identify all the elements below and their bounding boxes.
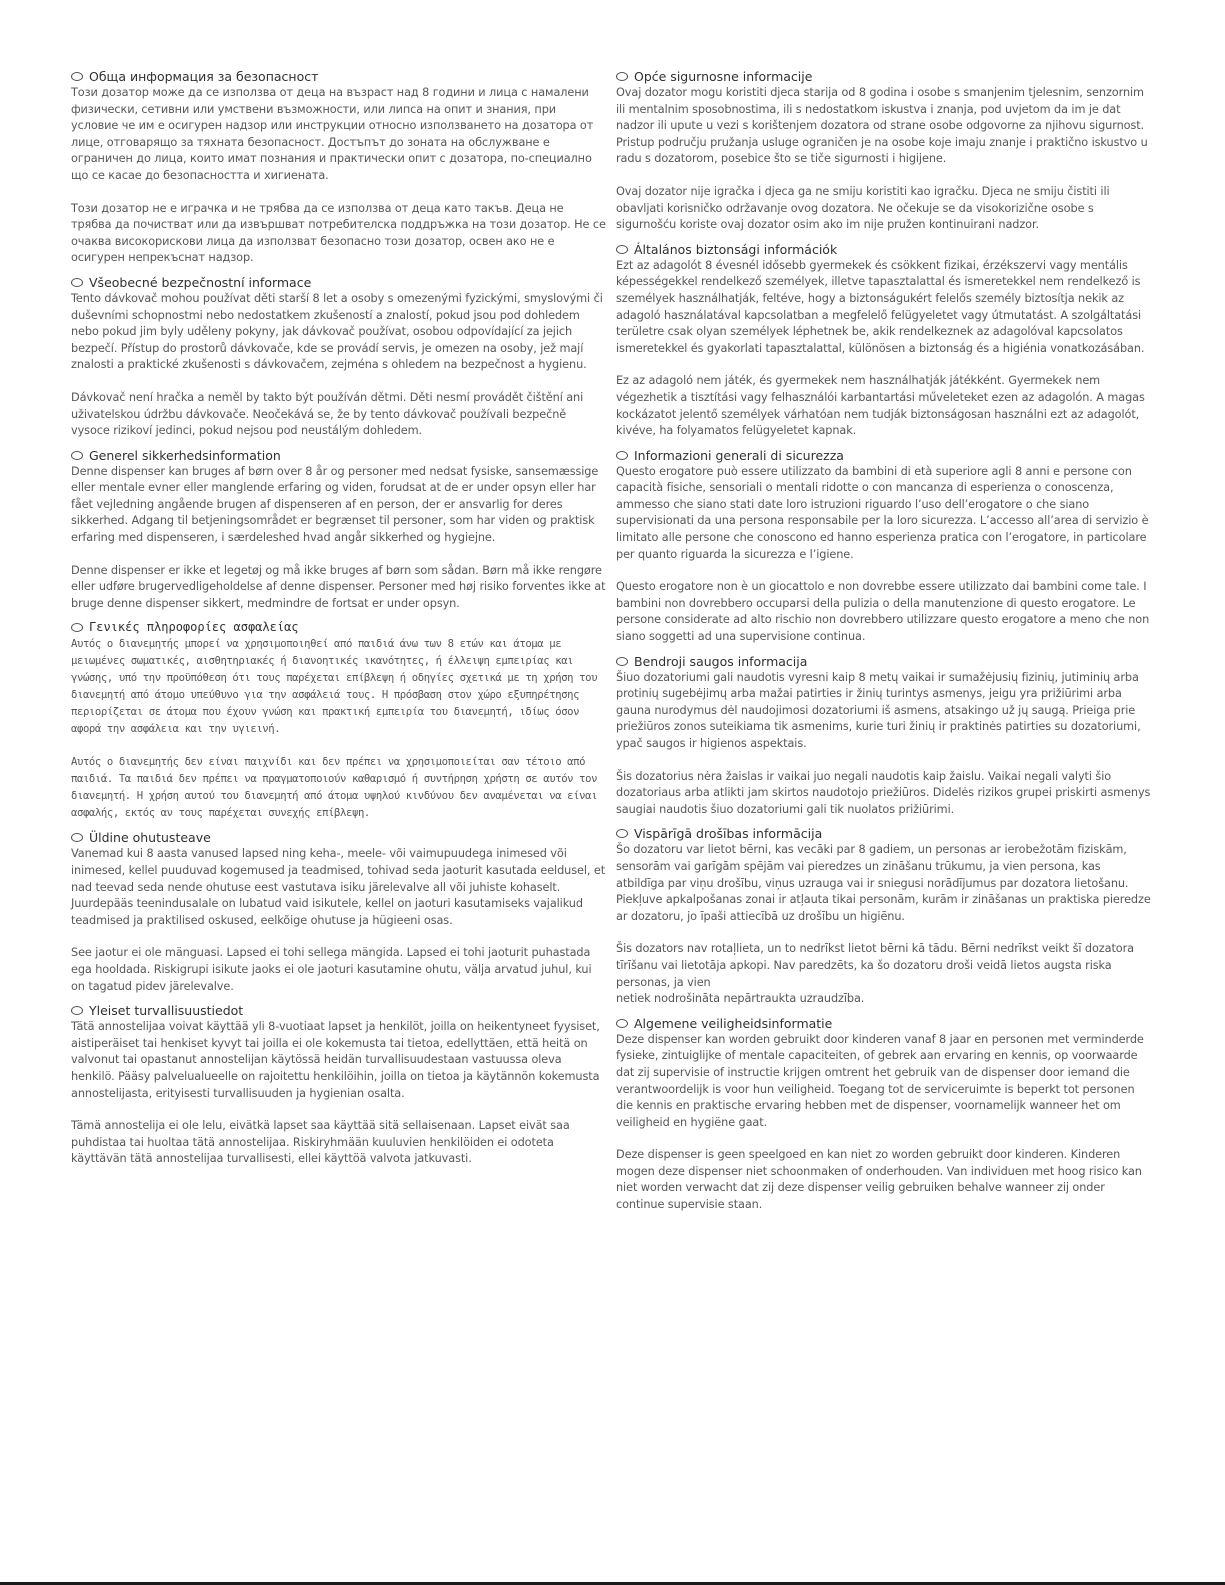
paragraph: Tätä annostelijaa voivat käyttää yli 8-vuotiaat lapset ja henkilöt, joilla on heikentyneet fyysiset, aistiperäiset tai henkiset kyvyt tai joilla ei ole kokemusta tai tietoa, edellyttäen, että heitä on valvonut tai opastanut annostelijan käytössä heidän turvallisuudestaan vastuussa oleva henkilö. Pääsy palvelualueelle on rajoitettu henkilöihin, joilla on tietoa ja käytännön kokemusta annostelijasta, erityisesti turvallisuuden ja hygienian osalta.: [71, 1020, 600, 1100]
paragraph: Denne dispenser kan bruges af børn over 8 år og personer med nedsat fysiske, sansemæssige eller mentale evner eller manglende erfaring og viden, forudsat at de er under opsyn eller har fået vejledning angående brugen af dispenseren af en person, der er ansvarlig for deres sikkerhed. Adgang til betjeningsområdet er begrænset til personer, som har viden og praktisk erfaring med dispenseren, i særdeleshed hvad angår sikkerhed og hygiejne.: [71, 464, 599, 545]
section-bulgarian: [71, 68, 606, 267]
paragraph: Denne dispenser er ikke et legetøj og må ikke bruges af børn som sådan. Børn må ikke rengøre eller udføre brugervedligeholdelse af denne dispenser. Personer med høj risiko forventes ikke at bruge denne dispenser sikkert, medmindre de fortsat er under opsyn.: [71, 563, 606, 610]
circle-bullet-icon: [616, 245, 628, 254]
section-greek: [71, 619, 606, 822]
paragraph: See jaotur ei ole mänguasi. Lapsed ei tohi sellega mängida. Lapsed ei tohi jaoturit puhastada ega hooldada. Riskigrupi isikute jaoks ei ole jaoturi kasutamine ohutu, välja arvatud juhul, kui on tagatud pidev järelevalve.: [71, 946, 592, 993]
heading-text: Bendroji saugos informacija: [634, 653, 808, 669]
heading-text: Yleiset turvallisuustiedot: [89, 1003, 244, 1019]
paragraph: Šis dozatorius nėra žaislas ir vaikai juo negali naudotis kaip žaislu. Vaikai negali valyti šio dozatoriaus arba atlikti jam skirtos naudotojo priežiūros. Didelės rizikos grupei priskirti asmenys saugiai naudotis šiuo dozatoriumi gali tik nuolatos prižiūrimi.: [616, 769, 1151, 816]
circle-bullet-icon: [616, 72, 628, 81]
paragraph: Questo erogatore può essere utilizzato da bambini di età superiore agli 8 anni e persone con capacità fisiche, sensoriali o mentali ridotte o con mancanza di esperienza o conoscenza, ammesso che siano stati date loro istruzioni riguardo l’uso dell’erogatore o che siano supervisionati da una persona responsabile per la loro sicurezza. L’accesso all’area di servizio è limitato alle persone che conoscono ed hanno esperienza pratica con l’erogatore, in particolare per quanto riguarda la sicurezza e l’igiene.: [616, 464, 1149, 561]
paragraph: Ovaj dozator mogu koristiti djeca starija od 8 godina i osobe s smanjenim tjelesnim, senzornim ili mentalnim sposobnostima, ili s nedostatkom iskustva i znanja, pod uvjetom da im je dat nadzor ili upute u vezi s korištenjem dozatora od strane osobe odgovorne za njihovu sigurnost. Pristup području pružanja usluge ograničen je na osobe koje imaju znanje i praktično iskustvo u radu s dozatorom, posebice što se tiče sigurnosti i higijene.: [616, 86, 1148, 166]
heading-text: Opće sigurnosne informacije: [634, 69, 813, 84]
circle-bullet-icon: [616, 657, 628, 666]
circle-bullet-icon: [71, 1006, 83, 1015]
paragraph: Този дозатор не е играчка и не трябва да се използва от деца като такъв. Деца не трябва да почистват или да извършват потребителска поддръжка на този дозатор. Не се очаква високорискови лица да използват безопасно този дозатор, освен ако не е осигурен непрекъснат надзор.: [71, 201, 606, 265]
left-column: [71, 68, 606, 1175]
section-heading: [616, 653, 1151, 670]
section-heading: [71, 1002, 606, 1019]
section-hungarian: [616, 241, 1151, 440]
right-column: [616, 68, 1151, 1221]
section-heading: [71, 68, 606, 85]
section-dutch: [616, 1015, 1151, 1214]
section-heading: [616, 241, 1151, 258]
paragraph: Šiuo dozatoriumi gali naudotis vyresni kaip 8 metų vaikai ir sumažėjusių fizinių, jutiminių arba protinių sugebėjimų arba mažai patirties ir žinių turintys asmenys, jeigu yra prižiūrimi arba gauna nurodymus dėl naudojimosi dozatoriumi iš asmens, atsakingo už jų saugą. Prieiga prie priežiūros zonos suteikiama tik asmenims, kurie turi žinių ir praktinės patirties su dozatoriumi, ypač saugos ir higienos aspektais.: [616, 670, 1141, 750]
section-italian: [616, 447, 1151, 646]
paragraph: Deze dispenser is geen speelgoed en kan niet zo worden gebruikt door kinderen. Kinderen mogen deze dispenser niet schoonmaken of onderhouden. Van individuen met hoog risico kan niet worden verwacht dat zij deze dispenser veilig gebruiken behalve wanneer zij onder continue supervisie staan.: [616, 1148, 1142, 1212]
section-heading: [71, 829, 606, 846]
paragraph: Questo erogatore non è un giocattolo e non dovrebbe essere utilizzato dai bambini come tale. I bambini non dovrebbero occuparsi della pulizia o della manutenzione di questo erogatore. Le persone considerate ad alto rischio non dovrebbero utilizzare questo erogatore a meno che non siano soggetti ad una supervisione continua.: [616, 580, 1150, 644]
paragraph: Αυτός ο διανεμητής δεν είναι παιχνίδι και δεν πρέπει να χρησιμοποιείται σαν τέτοιο από παιδιά. Τα παιδιά δεν πρέπει να πραγματοποιούν καθαρισμό ή συντήρηση χρήστη σε αυτόν τον διανεμητή. Η χρήση αυτού του διανεμητή από άτομα υψηλού κινδύνου δεν αναμένεται να είναι ασφαλής, εκτός αν τους παρέχεται συνεχής επίβλεψη.: [71, 756, 598, 820]
paragraph: Αυτός ο διανεμητής μπορεί να χρησιμοποιηθεί από παιδιά άνω των 8 ετών και άτομα με μειωμένες σωματικές, αισθητηριακές ή διανοητικές ικανότητες, ή έλλειψη εμπειρίας και γνώσης, υπό την προϋπόθεση ότι τους παρέχεται επίβλεψη ή οδηγίες σχετικά με τη χρήση του διανεμητή από άτομο υπεύθυνο για την ασφάλειά τους. Η πρόσβαση στον χώρο εξυπηρέτησης περιορίζεται σε άτομα που έχουν γνώση και πρακτική εμπειρία του διανεμητή, ιδίως όσον αφορά την ασφάλεια και την υγιεινή.: [71, 638, 598, 736]
section-heading: [71, 619, 606, 636]
circle-bullet-icon: [71, 278, 83, 287]
paragraph: Tämä annostelija ei ole lelu, eivätkä lapset saa käyttää sitä sellaisenaan. Lapset eivät saa puhdistaa tai huoltaa tätä annostelijaa. Riskiryhmään kuuluvien henkilöiden ei odoteta käyttävän tätä annostelijaa turvallisesti, ellei käyttöä valvota jatkuvasti.: [71, 1119, 570, 1166]
circle-bullet-icon: [71, 451, 83, 460]
heading-text: Vispārīgā drošības informācija: [634, 826, 823, 842]
section-heading: [616, 68, 1151, 85]
circle-bullet-icon: [71, 833, 83, 842]
circle-bullet-icon: [71, 623, 83, 632]
paragraph: Šis dozators nav rotaļlieta, un to nedrīkst lietot bērni kā tādu. Bērni nedrīkst veikt šī dozatora tīrīšanu vai lietotāja apkopi. Nav paredzēts, ka šo dozatoru droši veidā lietos augsta riska personas, ja vien netiek nodrošināta nepārtraukta uzraudzība.: [616, 942, 1134, 1006]
paragraph: Ez az adagoló nem játék, és gyermekek nem használhatják játékként. Gyermekek nem végezhetik a tisztítási vagy felhasználói karbantartási műveleteket ezen az adagolón. A magas kockázatot jelentő személyek várhatóan nem tudják biztonságosan használni ezt az adagolót, kivéve, ha folyamatos felügyeletet kapnak.: [616, 374, 1145, 438]
section-estonian: [71, 829, 606, 995]
section-heading: [616, 447, 1151, 464]
section-latvian: [616, 825, 1151, 1007]
paragraph: Šo dozatoru var lietot bērni, kas vecāki par 8 gadiem, un personas ar ierobežotām fiziskām, sensorām vai garīgām spējām vai pieredzes un zināšanu trūkumu, ja vien persona, kas atbildīga par viņu drošību, viņus uzrauga vai ir sniegusi norādījumus par dozatora lietošanu. Piekļuve apkalpošanas zonai ir atļauta tikai personām, kurām ir zināšanas un praktiska pieredze ar dozatoru, jo īpaši attiecībā uz drošību un higiēnu.: [616, 843, 1151, 923]
section-heading: [71, 274, 606, 291]
paragraph: Ezt az adagolót 8 évesnél idősebb gyermekek és csökkent fizikai, érzékszervi vagy mentális képességekkel rendelkező személyek, illetve tapasztalattal és ismeretekkel nem rendelkező is személyek használhatják, feltéve, hogy a biztonságukért felelős személy biztosítja nekik az adagoló használatával kapcsolatban a megfelelő felügyeletet vagy útmutatást. A szolgáltatási területre csak olyan személyek léphetnek be, akik rendelkeznek az adagolóval kapcsolatos ismeretekkel és gyakorlati tapasztalattal, különösen a biztonság és a higiénia vonatkozásában.: [616, 258, 1145, 355]
heading-text: Algemene veiligheidsinformatie: [634, 1015, 833, 1031]
heading-text: Általános biztonsági információk: [634, 241, 838, 257]
section-heading: [616, 1015, 1151, 1032]
circle-bullet-icon: [616, 451, 628, 460]
paragraph: Deze dispenser kan worden gebruikt door kinderen vanaf 8 jaar en personen met verminderde fysieke, zintuiglijke of mentale capaciteiten, of gebrek aan ervaring en kennis, op voorwaarde dat zij supervisie of instructie krijgen omtrent het gebruik van de dispenser door iemand die verantwoordelijk is voor hun veiligheid. Toegang tot de serviceruimte is beperkt tot personen die kennis en praktische ervaring hebben met de dispenser, voornamelijk wanneer het om veiligheid en hygiëne gaat.: [616, 1032, 1144, 1129]
circle-bullet-icon: [616, 829, 628, 838]
paragraph: Vanemad kui 8 aasta vanused lapsed ning keha-, meele- või vaimupuudega inimesed või inimesed, kellel puuduvad kogemused ja teadmised, tohivad seda jaoturit kasutada eeldusel, et nad teevad seda nende ohutuse eest vastutava isiku järelevalve all või juhiste kohaselt. Juurdepääs teenindusalale on lubatud vaid isikutele, kellel on jaoturi kasutamiseks vajalikud teadmised ja praktilised oskused, eelkõige ohutuse ja hügieeni osas.: [71, 847, 606, 927]
heading-text: Γενικές πληροφορίες ασφαλείας: [89, 620, 299, 635]
heading-text: Üldine ohutusteave: [89, 830, 211, 846]
section-danish: [71, 447, 606, 613]
section-finnish: [71, 1002, 606, 1168]
section-croatian: [616, 68, 1151, 234]
heading-text: Informazioni generali di sicurezza: [634, 447, 844, 463]
heading-text: Обща информация за безопасност: [89, 69, 319, 84]
paragraph: Този дозатор може да се използва от деца на възраст над 8 години и лица с намалени физически, сетивни или умствени възможности, или липса на опит и знания, при условие че им е осигурен надзор или инструкции относно използването на дозатора от лице, отговарящо за тяхната безопасност. Достъпът до зоната на обслужване е ограничен до лица, които имат познания и практически опит с дозатора, по-специално що се касае до безопасността и хигиената.: [71, 86, 594, 182]
section-czech: [71, 274, 606, 440]
paragraph: Ovaj dozator nije igračka i djeca ga ne smiju koristiti kao igračku. Djeca ne smiju čistiti ili obavljati korisničko održavanje ovog dozatora. Ne očekuje se da visokorizične osobe s sigurnošću koriste ovaj dozator osim ako im nije pružen kontinuirani nadzor.: [616, 184, 1110, 232]
heading-text: Všeobecné bezpečnostní informace: [89, 274, 312, 290]
section-lithuanian: [616, 653, 1151, 819]
circle-bullet-icon: [71, 72, 83, 81]
paragraph: Dávkovač není hračka a neměl by takto být používán dětmi. Děti nesmí provádět čištění ani uživatelskou údržbu dávkovače. Neočekává se, že by tento dávkovač používali bezpečně vysoce rizikoví jedinci, pokud nejsou pod neustálým dohledem.: [71, 390, 584, 438]
circle-bullet-icon: [616, 1019, 628, 1028]
section-heading: [616, 825, 1151, 842]
section-heading: [71, 447, 606, 464]
paragraph: Tento dávkovač mohou používat děti starší 8 let a osoby s omezenými fyzickými, smyslovými či duševními schopnostmi nebo nedostatkem zkušeností a znalostí, pokud jsou pod dohledem nebo pokud jim byly uděleny pokyny, jak dávkovač používat, osobou odpovídající za jejich bezpečí. Přístup do prostorů dávkovače, kde se provádí servis, je omezen na osoby, jež mají znalosti a praktické zkušenosti s dávkovačem, zejména s ohledem na bezpečnost a hygienu.: [71, 291, 603, 372]
heading-text: Generel sikkerhedsinformation: [89, 447, 281, 463]
